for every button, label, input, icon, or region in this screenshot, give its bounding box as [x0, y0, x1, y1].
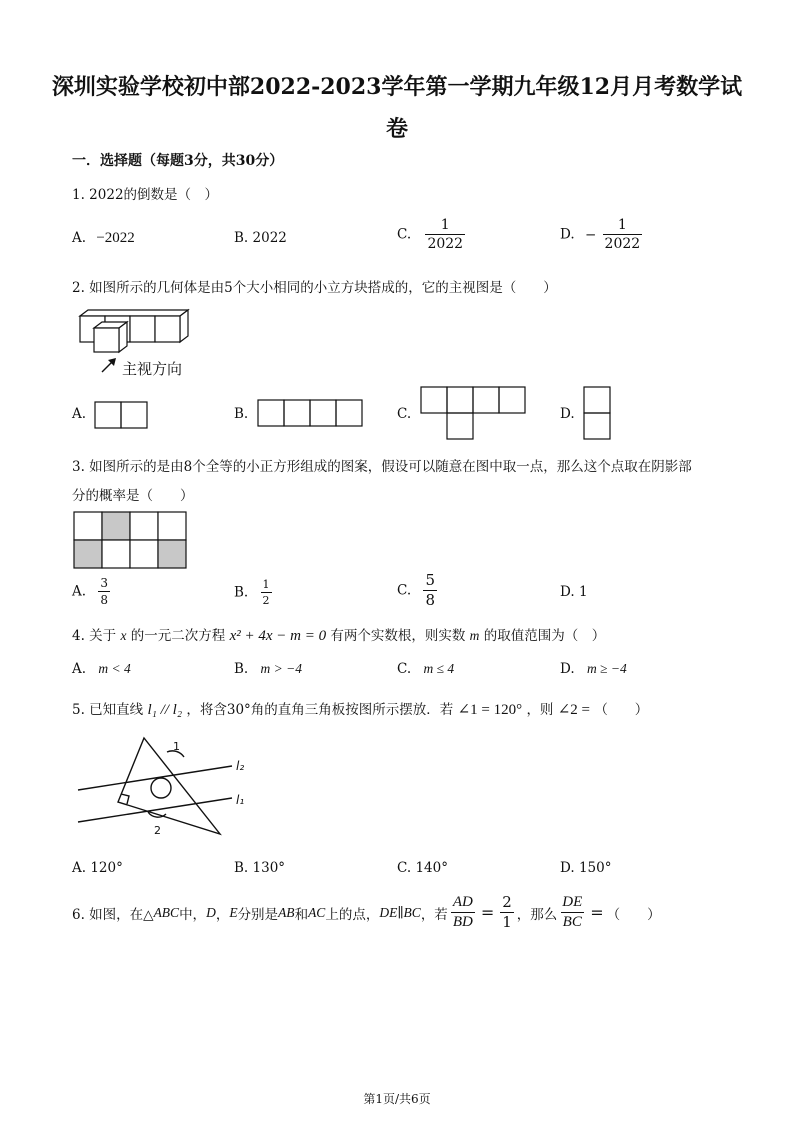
option-value: m > −4 — [260, 661, 302, 676]
option-label: D. — [560, 860, 575, 876]
stem-text: 5. 已知直线 — [72, 702, 144, 718]
fraction-numerator: 1 — [262, 578, 270, 591]
q3-option-a — [72, 577, 110, 606]
stem-text: 6. 如图，在△ — [72, 906, 154, 923]
angle-label-1: 1 — [173, 740, 180, 753]
option-label: A. — [72, 583, 87, 600]
q3-option-c — [397, 573, 437, 608]
q3-stem-line1: 3. 如图所示的是由8个全等的小正方形组成的图案，假设可以随意在图中取一点，那么这个点取在阴影部 — [72, 459, 692, 475]
segment-ab: AB — [278, 904, 295, 920]
option-value: 1 — [578, 584, 588, 600]
q3-option-d — [560, 584, 588, 600]
option-value: m < 4 — [98, 661, 131, 676]
option-label: D. — [560, 661, 575, 677]
q4-option-a — [72, 661, 131, 677]
q1-option-c — [397, 218, 465, 251]
page-title: 深圳实验学校初中部2022-2023学年第一学期九年级12月月考数学试 — [51, 74, 743, 100]
fraction — [261, 579, 272, 606]
q3-stem-line2: 分的概率是（ ） — [72, 488, 194, 504]
option-value: 150° — [578, 860, 612, 876]
option-label: D. — [560, 584, 575, 600]
q4-option-b — [234, 661, 302, 677]
q1-option-a — [72, 230, 135, 247]
fraction-denominator: 1 — [502, 913, 512, 931]
fraction-ad-bd — [451, 895, 475, 930]
angle-2: ∠2 = — [557, 702, 591, 718]
point-d: D — [206, 904, 216, 920]
stem-text: 分别是 — [237, 906, 279, 923]
stem-text: （ ） — [594, 702, 649, 718]
q5-option-d — [560, 860, 611, 876]
option-label: D. — [560, 226, 575, 243]
page-title-continued: 卷 — [385, 116, 408, 142]
q5-stem — [72, 698, 648, 719]
q2-option-b-label: B. — [234, 406, 249, 422]
q2-option-a-label: A. — [72, 406, 87, 422]
equals-sign: = — [590, 903, 604, 922]
stem-text: 上的点， — [325, 906, 380, 923]
q1-option-d — [560, 218, 642, 251]
label-l1: l₁ — [236, 793, 245, 807]
triangle-abc: ABC — [153, 904, 180, 920]
variable-x: x — [120, 628, 127, 643]
q2-solid-figure — [72, 302, 202, 382]
q4-stem — [72, 624, 605, 645]
q1-option-b — [234, 230, 287, 246]
fraction — [425, 218, 465, 251]
variable-m: m — [469, 628, 480, 643]
q2-stem: 2. 如图所示的几何体是由5个大小相同的小立方块搭成的，它的主视图是（ ） — [72, 280, 557, 296]
segment-ac: AC — [308, 904, 326, 920]
fraction-2-1 — [500, 895, 514, 930]
fraction-numerator: 1 — [440, 217, 450, 233]
option-label: B. — [234, 230, 249, 246]
q5-option-a — [72, 860, 123, 876]
q3-option-b — [234, 579, 272, 606]
fraction-denominator: 8 — [425, 591, 435, 609]
fraction-numerator: AD — [452, 894, 473, 910]
stem-text: 的一元二次方程 — [130, 628, 226, 644]
fraction-denominator: 2 — [262, 594, 270, 607]
stem-text: ， — [215, 906, 230, 923]
stem-text: 中， — [179, 906, 207, 923]
q4-option-d — [560, 661, 627, 677]
option-label: B. — [234, 860, 249, 876]
fraction-numerator: 1 — [617, 217, 627, 233]
q6-stem — [72, 895, 661, 930]
fraction-denominator: 8 — [100, 593, 108, 607]
stem-text: 的取值范围为（ ） — [483, 628, 606, 644]
parallel-lines: l₁ // l₂ — [147, 702, 183, 718]
set-square — [118, 738, 220, 834]
page-footer: 第1页/共6页 — [363, 1092, 431, 1106]
fraction-numerator: 5 — [425, 571, 435, 589]
angle-label-2: 2 — [154, 824, 161, 837]
option-label: C. — [397, 582, 412, 599]
view-direction-label: 主视方向 — [122, 360, 183, 378]
label-l2: l₂ — [236, 759, 245, 773]
option-value: −2022 — [96, 230, 135, 246]
fraction-numerator: 3 — [100, 576, 108, 590]
fraction-denominator: BC — [562, 914, 582, 930]
minus-sign: − — [584, 226, 597, 243]
fraction-denominator: 2022 — [427, 236, 464, 252]
q5-triangle-figure — [72, 726, 262, 842]
option-label: A. — [72, 230, 87, 246]
point-e: E — [229, 904, 238, 920]
option-value: 2022 — [252, 230, 287, 246]
equation: x² + 4x − m = 0 — [229, 628, 327, 644]
option-label: C. — [397, 226, 412, 243]
option-label: A. — [72, 661, 87, 677]
fraction-denominator: 2022 — [604, 236, 641, 252]
line-l1 — [78, 798, 232, 822]
line-l2 — [78, 766, 232, 790]
q5-option-c — [397, 860, 448, 876]
stem-text: 和 — [294, 906, 309, 923]
q2-option-b-figure — [257, 399, 363, 429]
option-value: m ≤ 4 — [423, 661, 455, 676]
option-value: 120° — [90, 860, 123, 876]
fraction-numerator: 2 — [502, 893, 512, 911]
stem-text: ，若 — [420, 906, 448, 923]
q2-option-c-label: C. — [397, 406, 412, 422]
stem-text: ，那么 — [516, 906, 558, 923]
angle-1-value: ∠1 = 120° — [457, 702, 523, 718]
q2-option-a-figure — [94, 401, 150, 429]
q1-stem: 1. 2022的倒数是（ ） — [72, 187, 219, 203]
option-label: B. — [234, 661, 249, 677]
stem-text: 有两个实数根，则实数 — [330, 628, 466, 644]
fraction — [603, 218, 643, 251]
q4-option-c — [397, 661, 454, 677]
option-value: 140° — [415, 860, 448, 876]
fraction-de-bc — [560, 895, 584, 930]
fraction-numerator: DE — [562, 894, 583, 910]
fraction — [423, 573, 437, 608]
stem-text: （ ） — [606, 906, 661, 923]
stem-text: 4. 关于 — [72, 628, 117, 644]
q5-option-b — [234, 860, 285, 876]
de-parallel-bc: DE∥BC — [379, 904, 421, 920]
option-label: B. — [234, 584, 249, 601]
option-value: m ≥ −4 — [586, 661, 627, 676]
q2-option-c-figure — [420, 386, 528, 442]
q2-option-d-figure — [583, 386, 613, 442]
fraction-denominator: BD — [452, 914, 473, 930]
q2-option-d-label: D. — [560, 406, 575, 422]
option-value: 130° — [252, 860, 286, 876]
q3-grid-figure — [73, 511, 187, 569]
stem-text: ，则 — [526, 702, 554, 718]
option-label: A. — [72, 860, 87, 876]
stem-text: ，将含30°角的直角三角板按图所示摆放．若 — [186, 702, 454, 718]
section-header: 一．选择题（每题3分，共30分） — [72, 153, 284, 169]
equals-sign: = — [480, 903, 495, 922]
option-label: C. — [397, 860, 412, 876]
option-label: C. — [397, 661, 412, 677]
fraction — [98, 577, 110, 606]
